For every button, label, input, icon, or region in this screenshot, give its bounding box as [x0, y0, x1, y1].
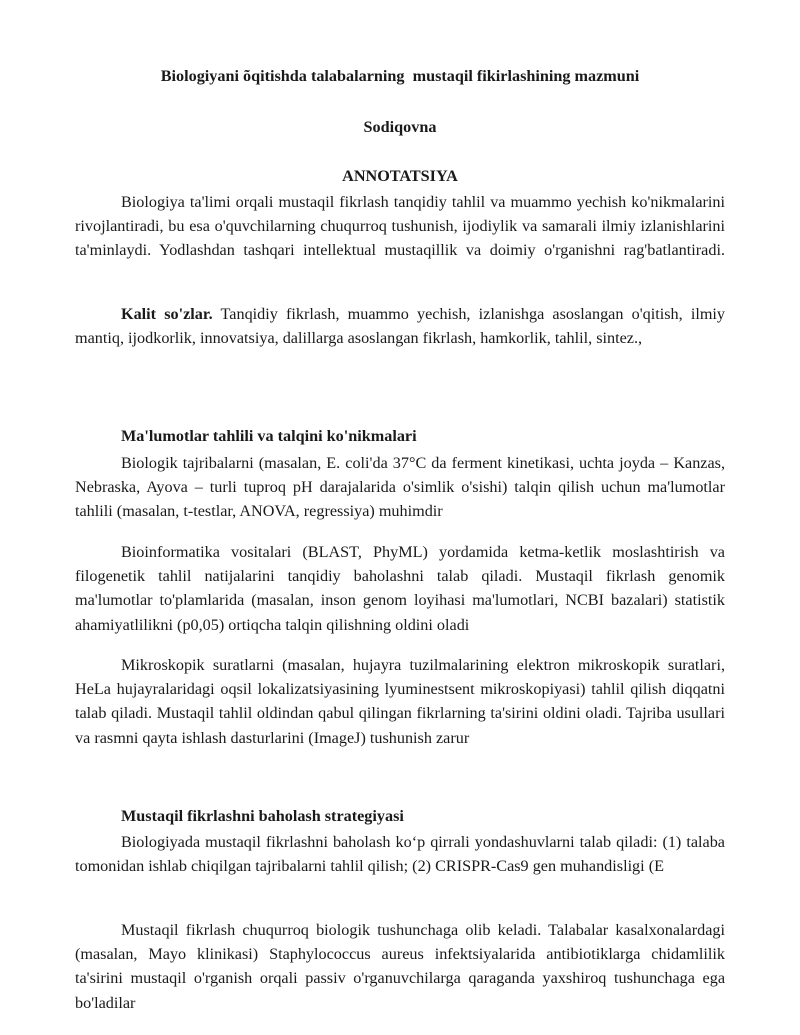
section-heading-assessment: Mustaqil fikrlashni baholash strategiyasi	[121, 807, 404, 825]
author-name: Sodiqovna	[363, 118, 437, 136]
section2-paragraph: Mustaqil fikrlash chuqurroq biologik tushunchaga olib keladi. Talabalar kasalxonalardagi (masalan, Mayo klinikasi) Staphylococcus aureus infektsiyalarida antibiotiklarga chidamlilik ta'sirini mustaqil o'rganish orqali passiv o'rganuvchilarga qaraganda yaxshiroq tushunchaga ega bo'ladilar	[75, 921, 725, 1012]
abstract-heading: ANNOTATSIYA	[342, 167, 458, 185]
section1-paragraph: Biologik tajribalarni (masalan, E. coli'da 37°C da ferment kinetikasi, uchta joyda – Kanzas, Nebraska, Ayova – turli tuproq pH darajalarida o'simlik o'sishi) talqin qilish uchun ma'lumotlar tahlili (masalan, t-testlar, ANOVA, regressiya) muhimdir	[75, 454, 725, 521]
paper-title: Biologiyani õqitishda talabalarning mustaqil fikirlashining mazmuni	[160, 67, 640, 85]
section-heading-data-analysis: Ma'lumotlar tahlili va talqini ko'nikmalari	[121, 427, 417, 445]
keywords-label: Kalit so'zlar.	[121, 305, 213, 323]
section2-paragraph: Biologiyada mustaqil fikrlashni baholash koʻp qirrali yondashuvlarni talab qiladi: (1) talaba tomonidan ishlab chiqilgan tajribalarni tahlil qilish; (2) CRISPR-Cas9 gen muhandisligi (E	[75, 833, 725, 876]
keywords-paragraph	[75, 302, 725, 350]
abstract-paragraph: Biologiya ta'limi orqali mustaqil fikrlash tanqidiy tahlil va muammo yechish ko'nikmalarini rivojlantiradi, bu esa o'quvchilarning chuqurroq tushunish, ijodiylik va samarali ilmiy izlanishlarini ta'minlaydi. Yodlashdan tashqari intellektual mustaqillik va doimiy o'rganishni rag'batlantiradi.	[75, 193, 725, 260]
section1-paragraph: Bioinformatika vositalari (BLAST, PhyML) yordamida ketma-ketlik moslashtirish va filogenetik tahlil natijalarini tanqidiy baholashni talab qiladi. Mustaqil fikrlash genomik ma'lumotlar to'plamlarida (masalan, inson genom loyihasi ma'lumotlari, NCBI bazalari) statistik ahamiyatlilikni (p0,05) ortiqcha talqin qilishning oldini oladi	[75, 543, 725, 634]
keywords-text: Tanqidiy fikrlash, muammo yechish, izlanishga asoslangan o'qitish, ilmiy mantiq, ijodkorlik, innovatsiya, dalillarga asoslangan fikrlash, hamkorlik, tahlil, sintez.,	[75, 305, 725, 348]
section1-paragraph: Mikroskopik suratlarni (masalan, hujayra tuzilmalarining elektron mikroskopik suratlari, HeLa hujayralaridagi oqsil lokalizatsiyasining lyuminestsent mikroskopiyasi) tahlil qilish diqqatni talab qiladi. Mustaqil tahlil oldindan qabul qilingan fikrlarning ta'sirini oldini oladi. Tajriba usullari va rasmni qayta ishlash dasturlarini (ImageJ) tushunish zarur	[75, 656, 725, 747]
